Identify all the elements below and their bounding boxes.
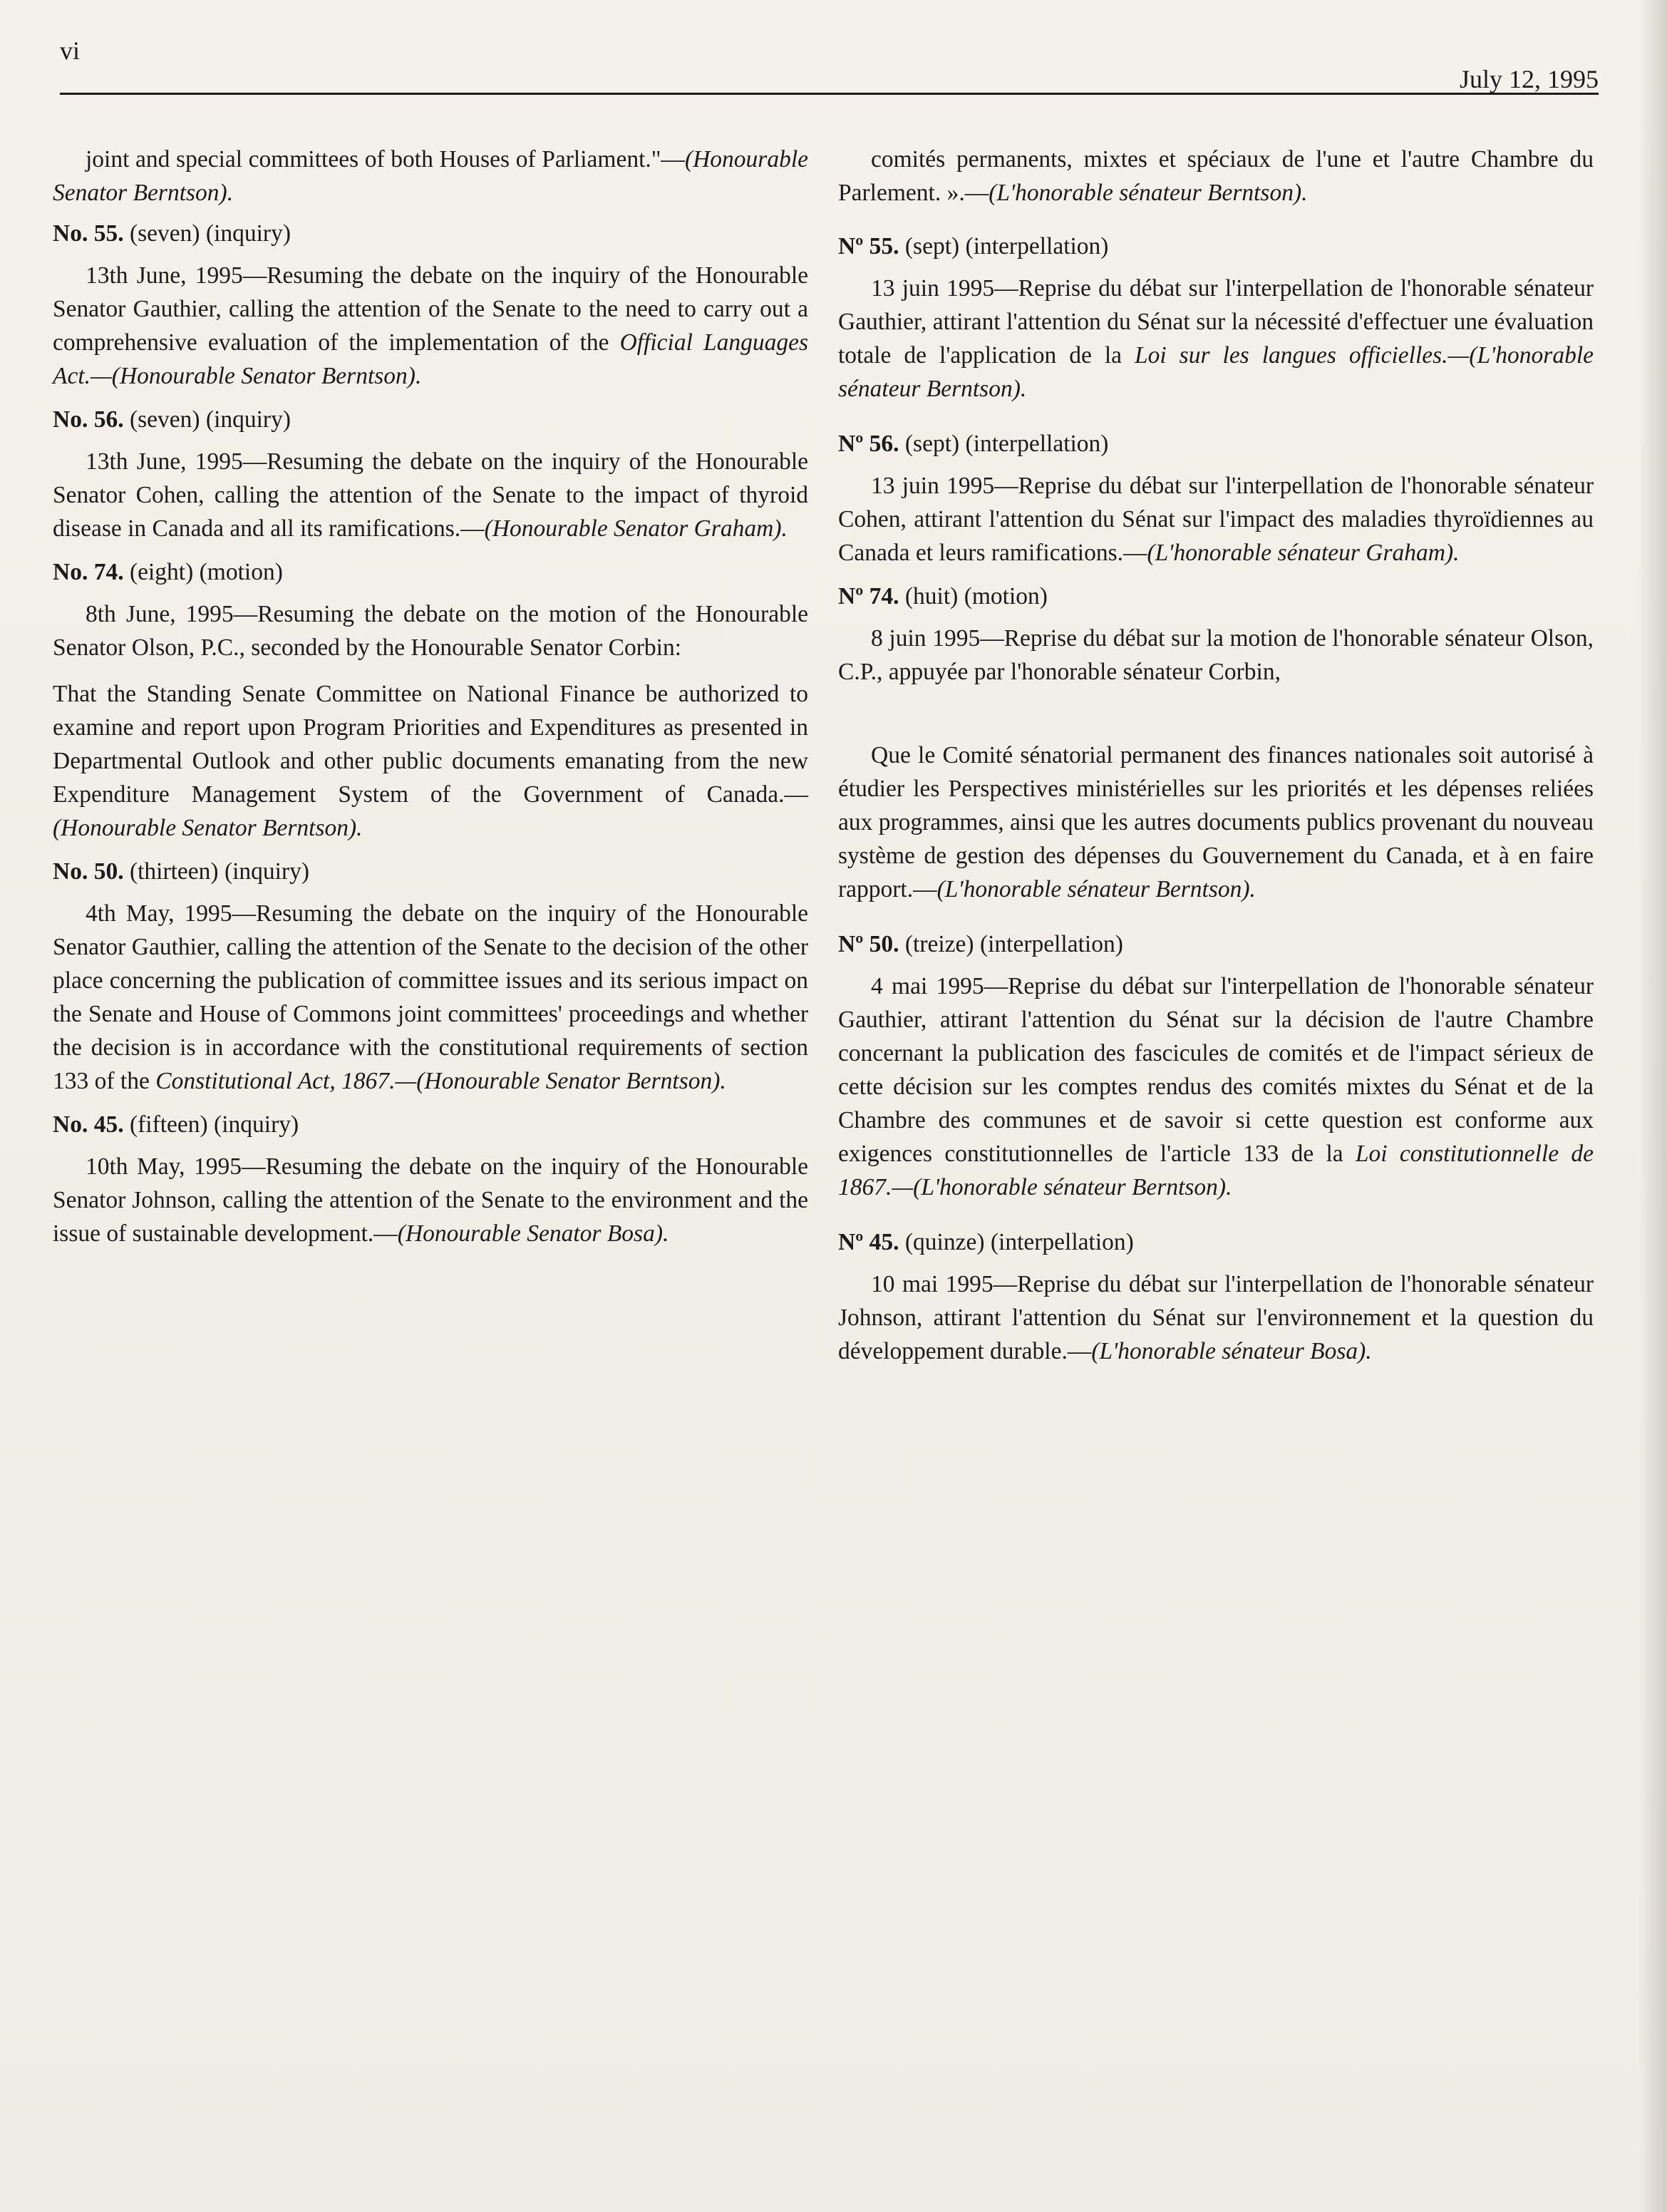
intro-attribution: (L'honorable sénateur Berntson). (989, 180, 1308, 206)
item-type: (quinze) (interpellation) (899, 1229, 1134, 1255)
order-item-74 (53, 555, 808, 845)
item-number: No. 55. (53, 220, 124, 247)
item-text (838, 469, 1594, 570)
motion-attribution: (Honourable Senator Berntson). (53, 815, 363, 841)
item-text (53, 259, 808, 393)
english-column (53, 143, 808, 1260)
item-text (838, 969, 1594, 1204)
item-body: 4 mai 1995—Reprise du débat sur l'interpellation de l'honorable sénateur Gauthier, attirant l'attention du Sénat sur la décision de l'autre Chambre concernant la publication des fascicules de comités et de l'impact sérieux de cette décision sur les comptes rendus des comités mixtes du Sénat et de la Chambre des communes et de savoir si cette question est conforme aux exigences constitutionnelles de l'article 133 de la (838, 973, 1594, 1167)
item-attribution: Loi constitutionnelle de 1867.—(L'honorable sénateur Berntson). (838, 1141, 1594, 1200)
item-type: (sept) (interpellation) (899, 233, 1109, 259)
french-column (838, 143, 1594, 1378)
item-number: No. 45. (53, 1111, 124, 1138)
item-attribution: (L'honorable sénateur Bosa). (1091, 1338, 1372, 1364)
item-type: (seven) (inquiry) (123, 406, 291, 433)
item-type: (thirteen) (inquiry) (123, 858, 310, 885)
item-body: 8th June, 1995—Resuming the debate on the motion of the Honourable Senator Olson, P.C., seconded by the Honourable Senator Corbin: (53, 601, 808, 661)
motion-text (53, 677, 808, 845)
item-text (53, 597, 808, 664)
item-body: 13 juin 1995—Reprise du débat sur l'interpellation de l'honorable sénateur Cohen, attirant l'attention du Sénat sur l'impact des maladies thyroïdiennes au Canada et leurs ramifications.— (838, 473, 1594, 566)
item-body: 4th May, 1995—Resuming the debate on the inquiry of the Honourable Senator Gauthier, calling the attention of the Senate to the decision of the other place concerning the publication of committee issues and its serious impact on the Senate and House of Commons joint committees' proceedings and whether the decision is in accordance with the constitutional requirements of section 133 of the (53, 900, 808, 1094)
item-body: 10th May, 1995—Resuming the debate on the inquiry of the Honourable Senator Johnson, calling the attention of the Senate to the environment and the issue of sustainable development.— (53, 1153, 808, 1247)
item-heading (53, 555, 808, 589)
item-attribution: (Honourable Senator Bosa). (397, 1220, 669, 1247)
item-attribution: Official Languages Act.—(Honourable Senator Berntson). (53, 329, 808, 389)
item-text (53, 445, 808, 545)
order-item-56 (838, 427, 1594, 570)
item-heading (838, 230, 1594, 263)
item-number: Nº 45. (838, 1229, 899, 1255)
motion-attribution: (L'honorable sénateur Berntson). (936, 876, 1256, 902)
item-body: 8 juin 1995—Reprise du débat sur la motion de l'honorable sénateur Olson, C.P., appuyée par l'honorable sénateur Corbin, (838, 625, 1594, 685)
item-heading (53, 403, 808, 436)
item-body: 13th June, 1995—Resuming the debate on the inquiry of the Honourable Senator Gauthier, calling the attention of the Senate to the need to carry out a comprehensive evaluation of the implementation of the (53, 262, 808, 356)
order-item-55 (838, 230, 1594, 406)
order-item-45 (838, 1225, 1594, 1368)
item-text (53, 1150, 808, 1250)
item-heading (838, 927, 1594, 961)
item-type: (sept) (interpellation) (899, 431, 1109, 457)
intro-continuation (53, 143, 808, 210)
order-item-45 (53, 1108, 808, 1250)
order-item-56 (53, 403, 808, 545)
order-item-55 (53, 217, 808, 393)
intro-text: comités permanents, mixtes et spéciaux de l'une et l'autre Chambre du Parlement. ».— (838, 146, 1594, 206)
item-number: Nº 55. (838, 233, 899, 259)
item-body: 13th June, 1995—Resuming the debate on the inquiry of the Honourable Senator Cohen, calling the attention of the Senate to the impact of thyroid disease in Canada and all its ramifications.— (53, 448, 808, 542)
item-attribution: (L'honorable sénateur Graham). (1147, 540, 1460, 566)
page-date: July 12, 1995 (1459, 65, 1599, 93)
item-attribution: Loi sur les langues officielles.—(L'honorable sénateur Berntson). (838, 342, 1594, 402)
item-number: Nº 50. (838, 931, 899, 957)
item-number: No. 74. (53, 559, 124, 585)
item-body: 13 juin 1995—Reprise du débat sur l'interpellation de l'honorable sénateur Gauthier, attirant l'attention du Sénat sur la nécessité d'effectuer une évaluation totale de l'application de la (838, 275, 1594, 369)
item-heading (838, 427, 1594, 461)
intro-attribution: (Honourable Senator Berntson). (53, 146, 808, 206)
order-item-74 (838, 580, 1594, 906)
item-heading (53, 855, 808, 888)
item-type: (seven) (inquiry) (123, 220, 291, 247)
item-number: Nº 56. (838, 431, 899, 457)
item-attribution: Constitutional Act, 1867.—(Honourable Senator Berntson). (155, 1068, 726, 1094)
item-body: 10 mai 1995—Reprise du débat sur l'interpellation de l'honorable sénateur Johnson, attirant l'attention du Sénat sur l'environnement et la question du développement durable.— (838, 1271, 1594, 1364)
item-text (53, 897, 808, 1098)
item-number: No. 50. (53, 858, 124, 885)
item-type: (fifteen) (inquiry) (123, 1111, 299, 1138)
intro-text: joint and special committees of both Houses of Parliament."— (86, 146, 685, 173)
item-type: (eight) (motion) (123, 559, 283, 585)
motion-text (838, 739, 1594, 906)
item-heading (53, 1108, 808, 1141)
item-heading (838, 580, 1594, 613)
motion-body: Que le Comité sénatorial permanent des finances nationales soit autorisé à étudier les Perspectives ministérielles sur les priorités et les dépenses reliées aux programmes, ainsi que les autres documents publics provenant du nouveau système de gestion des dépenses du Gouvernement du Canada, et à en faire rapport.— (838, 742, 1594, 902)
motion-body: That the Standing Senate Committee on National Finance be authorized to examine and report upon Program Priorities and Expenditures as presented in Departmental Outlook and other public documents emanating from the new Expenditure Management System of the Government of Canada.— (53, 681, 808, 808)
item-heading (53, 217, 808, 250)
page-number: vi (60, 36, 81, 65)
order-item-50 (53, 855, 808, 1098)
item-text (838, 622, 1594, 689)
item-text (838, 272, 1594, 406)
item-heading (838, 1225, 1594, 1259)
item-type: (huit) (motion) (899, 583, 1048, 609)
item-text (838, 1267, 1594, 1368)
intro-continuation (838, 143, 1594, 210)
item-number: Nº 74. (838, 583, 899, 609)
item-number: No. 56. (53, 406, 124, 433)
item-type: (treize) (interpellation) (899, 931, 1123, 957)
binding-shadow (1638, 0, 1667, 2212)
order-item-50 (838, 927, 1594, 1204)
item-attribution: (Honourable Senator Graham). (484, 515, 788, 542)
header-rule (60, 93, 1599, 95)
